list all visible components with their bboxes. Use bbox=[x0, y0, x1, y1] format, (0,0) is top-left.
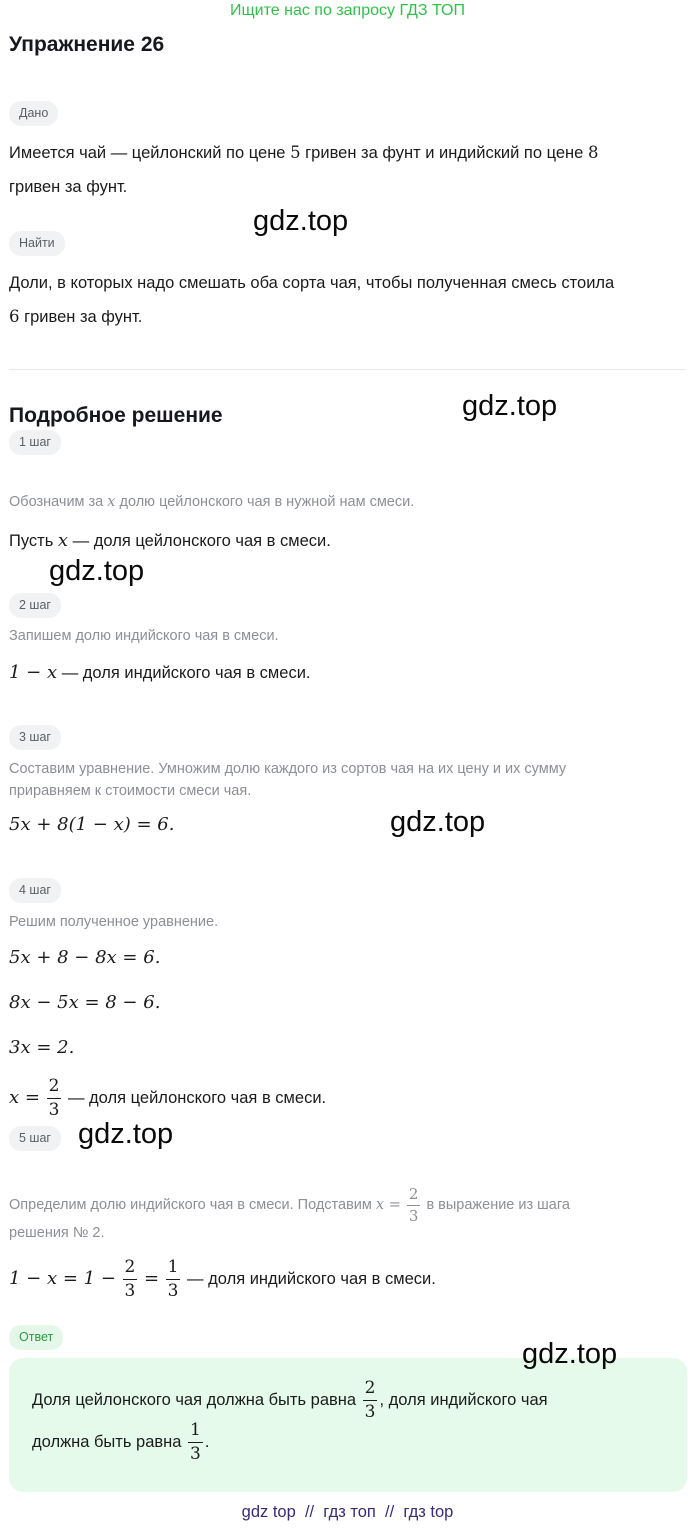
step-2-chip bbox=[9, 593, 61, 618]
step-4-eq-4: x = $\frac{2}{3}$ — доля цейлонского чая в смеси. bbox=[9, 1076, 327, 1121]
fraction-answer-2-3: $\frac{2}{3}$ bbox=[364, 1378, 376, 1423]
step-5-hint: Определим долю индийского чая в смеси. Подставим x = $\frac{2}{3}$ в выражение из шага решения № 2. bbox=[9, 1184, 570, 1241]
given-chip-label: Дано bbox=[9, 101, 58, 126]
watermark-2: gdz.top bbox=[462, 390, 558, 422]
step-4-eq-1: 5x + 8 − 8x = 6. bbox=[9, 947, 161, 968]
step-2-chip-label: 2 шаг bbox=[9, 593, 61, 618]
step-4-chip bbox=[9, 878, 61, 903]
step-1-chip-label: 1 шаг bbox=[9, 430, 61, 455]
watermark-1: gdz.top bbox=[253, 205, 349, 237]
step-5-chip-label: 5 шаг bbox=[9, 1126, 61, 1151]
find-chip bbox=[9, 231, 65, 256]
step-4-eq-3: 3x = 2. bbox=[9, 1037, 75, 1058]
watermark-6: gdz.top bbox=[522, 1338, 618, 1370]
solution-title: Подробное решение bbox=[9, 404, 223, 427]
find-chip-label: Найти bbox=[9, 231, 65, 256]
step-1-chip bbox=[9, 430, 61, 455]
fraction-2-3-hint: $\frac{2}{3}$ bbox=[408, 1184, 419, 1225]
step-1-hint: Обозначим за x долю цейлонского чая в нужной нам смеси. bbox=[9, 494, 415, 510]
watermark-3: gdz.top bbox=[49, 555, 145, 587]
given-line-2: гривен за фунт. bbox=[9, 178, 128, 196]
footer-links[interactable]: gdz top // гдз топ // гдз top bbox=[241, 1503, 454, 1521]
find-text bbox=[9, 266, 689, 334]
step-5-chip bbox=[9, 1126, 61, 1151]
step-2-hint: Запишем долю индийского чая в смеси. bbox=[9, 628, 279, 644]
top-banner[interactable]: Ищите нас по запросу ГДЗ ТОП bbox=[230, 2, 465, 19]
answer-text bbox=[32, 1379, 682, 1463]
step-3-equation: 5x + 8(1 − x) = 6. bbox=[9, 814, 175, 835]
watermark-5: gdz.top bbox=[78, 1118, 174, 1150]
step-4-hint: Решим полученное уравнение. bbox=[9, 914, 219, 930]
section-divider bbox=[9, 369, 686, 370]
step-4-eq-2: 8x − 5x = 8 − 6. bbox=[9, 992, 161, 1013]
find-line-2: 6 гривен за фунт. bbox=[9, 307, 143, 326]
fraction-answer-1-3: $\frac{1}{3}$ bbox=[190, 1420, 201, 1465]
step-5-equation: 1 − x = 1 − $\frac{2}{3}$ = $\frac{1}{3}$ — доля индийского чая в смеси. bbox=[9, 1257, 436, 1302]
answer-chip bbox=[9, 1325, 63, 1350]
answer-line-2: должна быть равна $\frac{1}{3}$ . bbox=[32, 1420, 210, 1465]
given-chip bbox=[9, 101, 58, 126]
page-title: Упражнение 26 bbox=[9, 33, 165, 56]
fraction-2-3-eq: $\frac{2}{3}$ bbox=[124, 1257, 136, 1302]
fraction-1-3-eq: $\frac{1}{3}$ bbox=[167, 1257, 179, 1302]
answer-line-1: Доля цейлонского чая должна быть равна $\frac{2}{3}$ , доля индийского чая bbox=[32, 1378, 548, 1423]
step-1-text: Пусть x — доля цейлонского чая в смеси. bbox=[9, 530, 331, 551]
find-line-1: Доли, в которых надо смешать оба сорта чая, чтобы полученная смесь стоила bbox=[9, 274, 615, 292]
watermark-4: gdz.top bbox=[390, 806, 486, 838]
step-3-chip bbox=[9, 725, 61, 750]
given-text bbox=[9, 136, 689, 204]
step-3-chip-label: 3 шаг bbox=[9, 725, 61, 750]
given-line-1: Имеется чай — цейлонский по цене 5 гривен за фунт и индийский по цене 8 bbox=[9, 143, 599, 162]
step-3-hint: Составим уравнение. Умножим долю каждого из сортов чая на их цену и их сумму приравняем к стоимости смеси чая. bbox=[9, 761, 567, 799]
fraction-2-3: $\frac{2}{3}$ bbox=[48, 1076, 60, 1121]
answer-chip-label: Ответ bbox=[9, 1325, 63, 1350]
step-4-chip-label: 4 шаг bbox=[9, 878, 61, 903]
step-2-text: 1 − x — доля индийского чая в смеси. bbox=[9, 662, 311, 683]
